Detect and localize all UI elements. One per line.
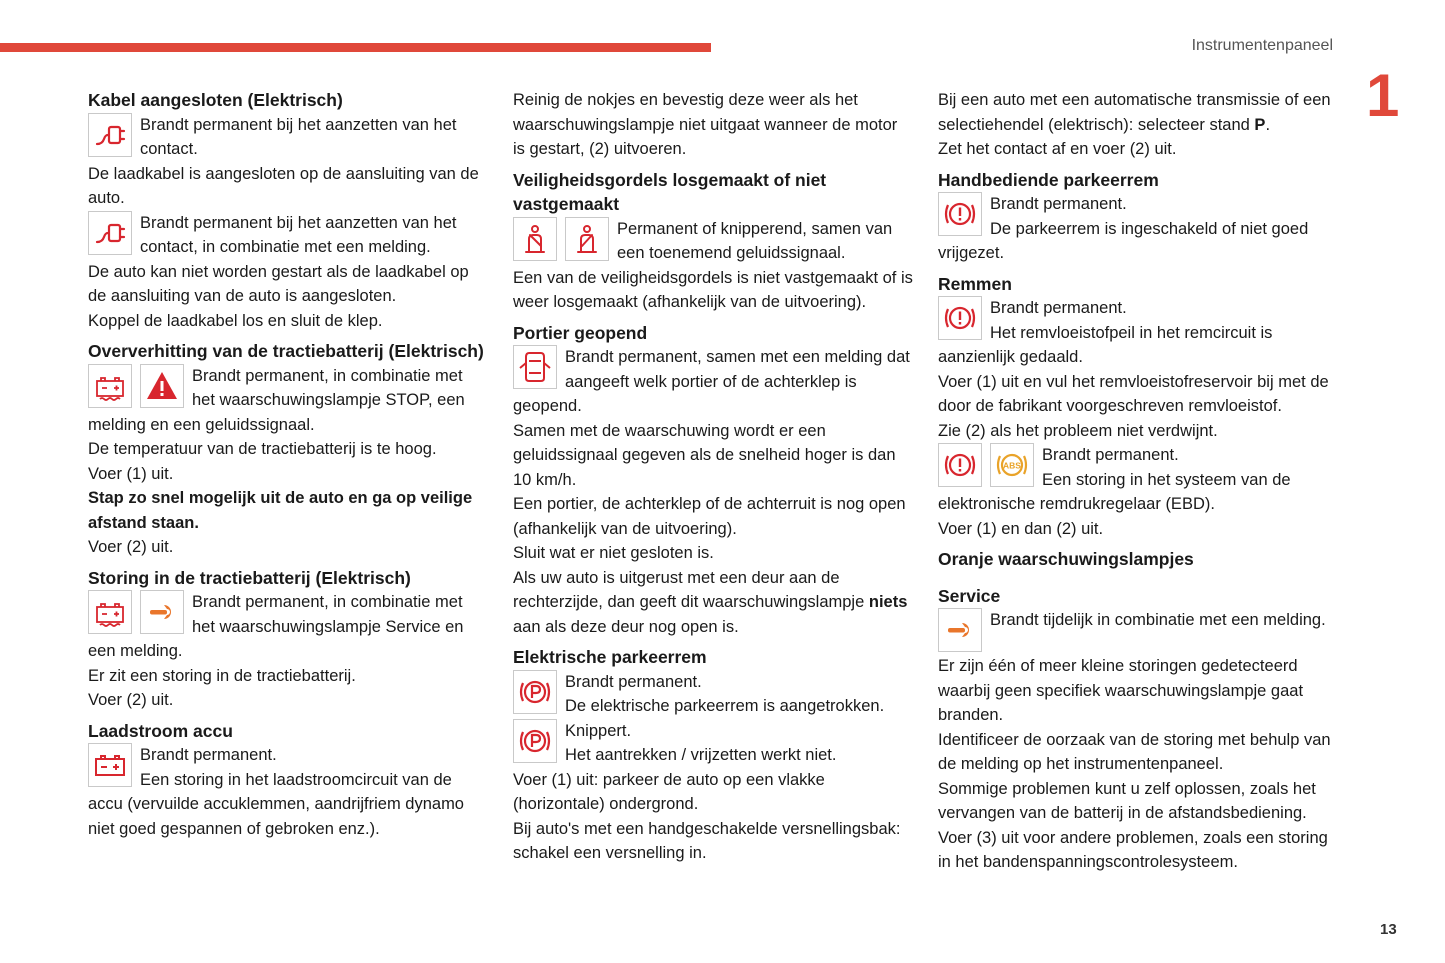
paragraph: Voer (1) en dan (2) uit. xyxy=(938,519,1104,538)
lamp-text: Brandt permanent. xyxy=(1042,446,1179,464)
open-door-car-icon xyxy=(513,345,557,389)
lamp-entry-epb-1 xyxy=(513,670,913,719)
lamp-text: De parkeerrem is ingeschakeld of niet goed vrijgezet. xyxy=(938,219,1309,262)
lamp-text: Een storing in het systeem van de elektronische remdrukregelaar (EBD). xyxy=(938,470,1291,513)
lamp-entry-service xyxy=(938,608,1338,654)
heading-battery-overheat: Oververhitting van de tractiebatterij (Elektrisch) xyxy=(88,341,484,361)
heading-seatbelts: Veiligheidsgordels losgemaakt of niet vastgemaakt xyxy=(513,169,827,214)
lamp-text: Brandt tijdelijk in combinatie met een melding. xyxy=(990,611,1326,629)
lamp-entry-battery-fault xyxy=(88,590,488,664)
paragraph: Voer (1) uit: parkeer de auto op een vlakke (horizontale) ondergrond. xyxy=(513,770,825,813)
paragraph: Samen met de waarschuwing wordt er een geluidssignaal gegeven als de snelheid hoger is dan 10 km/h. xyxy=(513,421,896,489)
brake-warning-icon xyxy=(938,443,982,487)
lamp-text: Brandt permanent. xyxy=(990,195,1127,213)
parking-brake-p-icon xyxy=(513,719,557,763)
lamp-text: Brandt permanent. xyxy=(565,672,702,691)
paragraph: Zet het contact af en voer (2) uit. xyxy=(938,140,1177,158)
lamp-entry-overheat xyxy=(88,364,488,438)
paragraph: Een portier, de achterklep of de achterruit is nog open (afhankelijk van de uitvoering). xyxy=(513,495,906,538)
paragraph: Zie (2) als het probleem niet verdwijnt. xyxy=(938,421,1218,440)
paragraph: Als uw auto is uitgerust met een deur aan de rechterzijde, dan geeft dit waarschuwingslampje niets aan als deze deur nog open is. xyxy=(513,568,908,636)
abs-icon-label: ABS xyxy=(1003,460,1021,471)
paragraph: De temperatuur van de tractiebatterij is te hoog. xyxy=(88,440,437,458)
column-right xyxy=(938,88,1338,875)
seatbelt-icon xyxy=(513,217,557,261)
brake-warning-icon xyxy=(938,192,982,236)
paragraph: Voer (2) uit. xyxy=(88,538,174,556)
warning-triangle-icon xyxy=(140,364,184,408)
charging-plug-icon xyxy=(88,113,132,157)
paragraph: Reinig de nokjes en bevestig deze weer als het waarschuwingslampje niet uitgaat wanneer de motor is gestart, (2) uitvoeren. xyxy=(513,91,898,158)
lamp-text: Brandt permanent bij het aanzetten van het contact, in combinatie met een melding. xyxy=(140,213,457,256)
parking-brake-p-icon xyxy=(513,670,557,714)
paragraph: Er zijn één of meer kleine storingen gedetecteerd waarbij geen specifiek waarschuwingslampje gaat branden. xyxy=(938,657,1304,724)
traction-battery-fault-icon xyxy=(88,590,132,634)
paragraph: De laadkabel is aangesloten op de aansluiting van de auto. xyxy=(88,164,479,207)
lamp-text: Brandt permanent bij het aanzetten van het contact. xyxy=(140,115,457,158)
heading-orange-lamps: Oranje waarschuwingslampjes xyxy=(938,549,1194,569)
paragraph: Sommige problemen kunt u zelf oplossen, zoals het vervangen van de batterij in de afstandsbediening. xyxy=(938,779,1316,822)
lamp-text: Knippert. xyxy=(565,721,632,740)
heading-brakes: Remmen xyxy=(938,273,1012,294)
paragraph: Bij auto's met een handgeschakelde versnellingsbak: schakel een versnelling in. xyxy=(513,819,901,862)
wrench-service-icon xyxy=(938,608,982,652)
lamp-entry-cable-2 xyxy=(88,211,488,260)
lamp-entry-handbrake xyxy=(938,192,1338,266)
safety-warning: Stap zo snel mogelijk uit de auto en ga op veilige afstand staan. xyxy=(88,489,473,532)
traction-battery-temperature-icon xyxy=(88,364,132,408)
lamp-entry-brakes-2 xyxy=(938,443,1338,517)
lamp-text: Brandt permanent. xyxy=(990,299,1127,317)
charging-plug-icon xyxy=(88,211,132,255)
lamp-entry-brakes-1 xyxy=(938,296,1338,370)
lamp-text: Brandt permanent, samen met een melding dat aangeeft welk portier of de achterklep is geopend. xyxy=(513,348,910,415)
page-number: 13 xyxy=(1380,921,1397,938)
lamp-entry-seatbelts xyxy=(513,217,913,266)
heading-cable-connected: Kabel aangesloten (Elektrisch) xyxy=(88,90,343,110)
seatbelt-rear-icon xyxy=(565,217,609,261)
paragraph: Sluit wat er niet gesloten is. xyxy=(513,544,714,562)
column-middle xyxy=(513,88,913,866)
lamp-entry-epb-2 xyxy=(513,719,913,768)
paragraph: Identificeer de oorzaak van de storing met behulp van de melding op het instrumentenpaneel. xyxy=(938,730,1331,773)
paragraph: Voer (3) uit voor andere problemen, zoals een storing in het bandenspanningscontrolesysteem. xyxy=(938,828,1328,871)
lamp-entry-charging xyxy=(88,743,488,841)
lamp-text: Een storing in het laadstroomcircuit van de accu (vervuilde accuklemmen, aandrijfriem dynamo niet goed gespannen of gebroken enz.). xyxy=(88,770,464,838)
lamp-entry-cable-1 xyxy=(88,113,488,162)
paragraph: Bij een auto met een automatische transmissie of een selectiehendel (elektrisch): selecteer stand P. xyxy=(938,91,1331,134)
paragraph: Koppel de laadkabel los en sluit de klep. xyxy=(88,311,383,330)
battery-charge-icon xyxy=(88,743,132,787)
lamp-text: Brandt permanent. xyxy=(140,746,277,764)
lamp-entry-door xyxy=(513,345,913,419)
lamp-text: Permanent of knipperend, samen van een toenemend geluidssignaal. xyxy=(617,219,893,262)
section-title: Instrumentenpaneel xyxy=(1191,37,1333,54)
heading-battery-fault: Storing in de tractiebatterij (Elektrisch) xyxy=(88,567,411,588)
lamp-text: Het aantrekken / vrijzetten werkt niet. xyxy=(565,746,837,764)
lamp-text: Brandt permanent, in combinatie met het waarschuwingslampje STOP, een melding en een geluidssignaal. xyxy=(88,366,465,434)
paragraph: De auto kan niet worden gestart als de laadkabel op de aansluiting van de auto is aangesloten. xyxy=(88,262,469,305)
paragraph: Voer (2) uit. xyxy=(88,691,174,709)
paragraph: Voer (1) uit en vul het remvloeistofreservoir bij met de door de fabrikant voorgeschreven remvloeistof. xyxy=(938,372,1329,415)
column-left xyxy=(88,88,488,841)
heading-electric-parking-brake: Elektrische parkeerrem xyxy=(513,647,707,667)
header-accent-bar xyxy=(0,43,711,52)
heading-handbrake: Handbediende parkeerrem xyxy=(938,169,1159,190)
heading-door-open: Portier geopend xyxy=(513,322,648,343)
lamp-text: Brandt permanent, in combinatie met het waarschuwingslampje Service en een melding. xyxy=(88,593,464,660)
heading-service: Service xyxy=(938,585,1001,606)
heading-charging-current: Laadstroom accu xyxy=(88,720,233,741)
brake-warning-icon xyxy=(938,296,982,340)
lamp-text: Het remvloeistofpeil in het remcircuit is aanzienlijk gedaald. xyxy=(938,323,1273,366)
paragraph: Er zit een storing in de tractiebatterij. xyxy=(88,666,356,685)
wrench-service-icon xyxy=(140,590,184,634)
lamp-text: De elektrische parkeerrem is aangetrokken. xyxy=(565,697,885,715)
chapter-number: 1 xyxy=(1366,62,1400,129)
paragraph: Een van de veiligheidsgordels is niet vastgemaakt of is weer losgemaakt (afhankelijk van de uitvoering). xyxy=(513,268,913,311)
paragraph: Voer (1) uit. xyxy=(88,464,174,483)
abs-icon xyxy=(990,443,1034,487)
